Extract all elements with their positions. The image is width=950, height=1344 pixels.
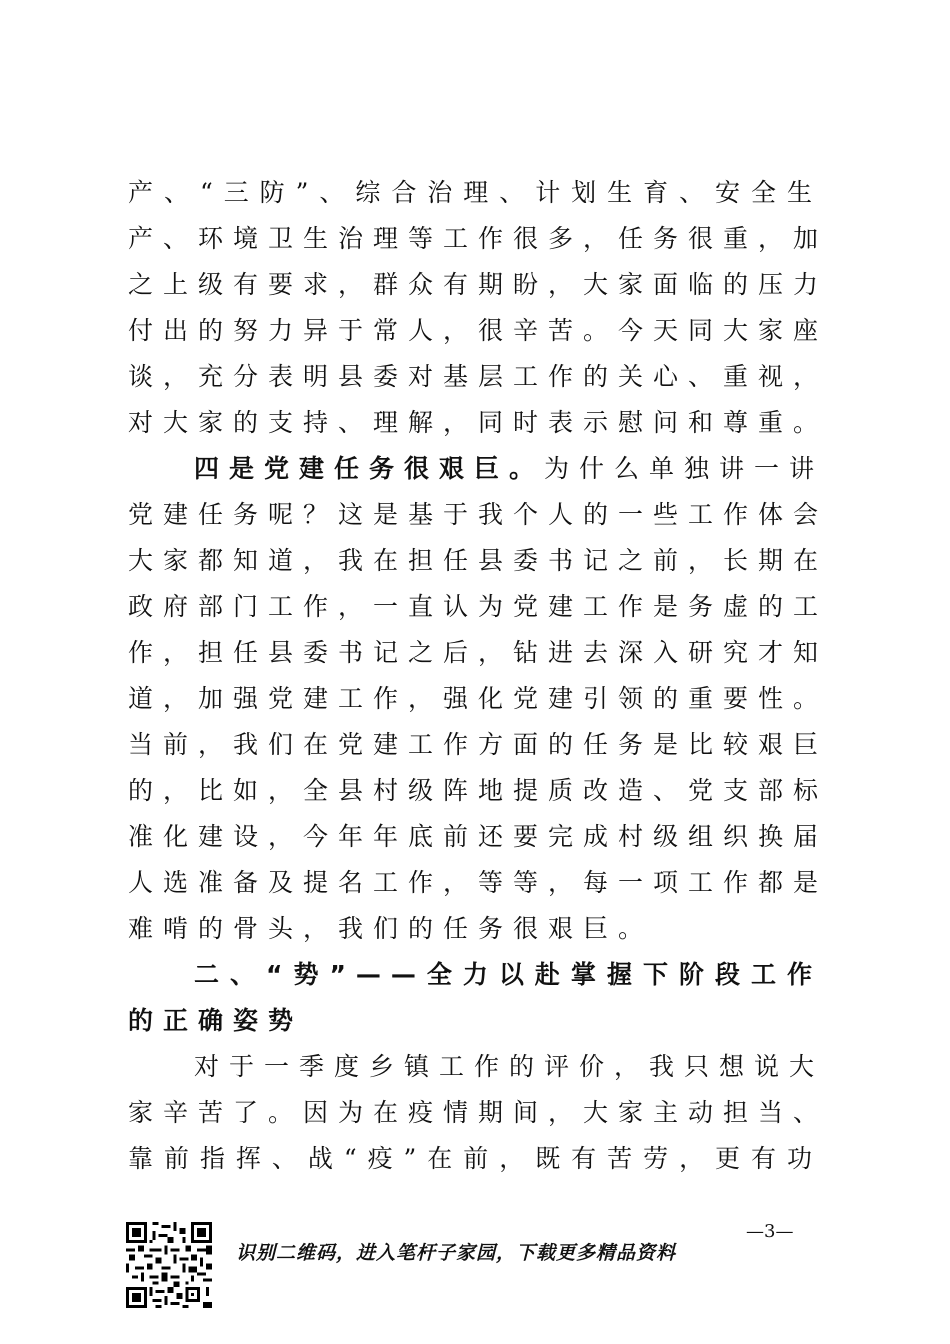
qr-code-icon [126,1222,212,1308]
body-text-line: 当前，我们在党建工作方面的任务是比较艰巨 [128,730,829,759]
section-heading: 二、“势”——全力以赴掌握下阶段工作 [194,960,822,989]
lead-line-rest: 为什么单独讲一讲 [544,454,825,483]
body-text-line: 党建任务呢？这是基于我个人的一些工作体会 [128,500,829,529]
bold-lead-sentence: 四是党建任务很艰巨。 [194,454,545,483]
paragraph-first-line [194,452,825,486]
body-text-line: 准化建设，今年年底前还要完成村级组织换届 [128,822,829,851]
body-text-line: 之上级有要求，群众有期盼，大家面临的压力 [128,270,829,299]
page-number: —3— [746,1221,794,1242]
body-text-line: 难啃的骨头，我们的任务很艰巨。 [128,914,654,943]
body-text-line: 大家都知道，我在担任县委书记之前，长期在 [128,546,829,575]
body-text-line: 作，担任县委书记之后，钻进去深入研究才知 [128,638,829,667]
section-heading-continued: 的正确姿势 [128,1006,304,1035]
body-text-line: 道，加强党建工作，强化党建引领的重要性。 [128,684,829,713]
body-text-line: 产、“三防”、综合治理、计划生育、安全生 [128,178,822,207]
body-text-line: 人选准备及提名工作，等等，每一项工作都是 [128,868,829,897]
body-text-line: 付出的努力异于常人，很辛苦。今天同大家座 [128,316,829,345]
body-text-line: 家辛苦了。因为在疫情期间，大家主动担当、 [128,1098,829,1127]
body-text-line: 的，比如，全县村级阵地提质改造、党支部标 [128,776,829,805]
footer-promo-text: 识别二维码，进入笔杆子家园，下载更多精品资料 [236,1242,677,1264]
body-text-line: 谈，充分表明县委对基层工作的关心、重视， [128,362,829,391]
body-text-line: 政府部门工作，一直认为党建工作是务虚的工 [128,592,829,621]
paragraph-first-line: 对于一季度乡镇工作的评价，我只想说大 [194,1052,825,1081]
body-text-line: 对大家的支持、理解，同时表示慰问和尊重。 [128,408,829,437]
body-text-line: 产、环境卫生治理等工作很多，任务很重，加 [128,224,829,253]
body-text-line: 靠前指挥、战“疫”在前，既有苦劳，更有功 [128,1144,822,1173]
